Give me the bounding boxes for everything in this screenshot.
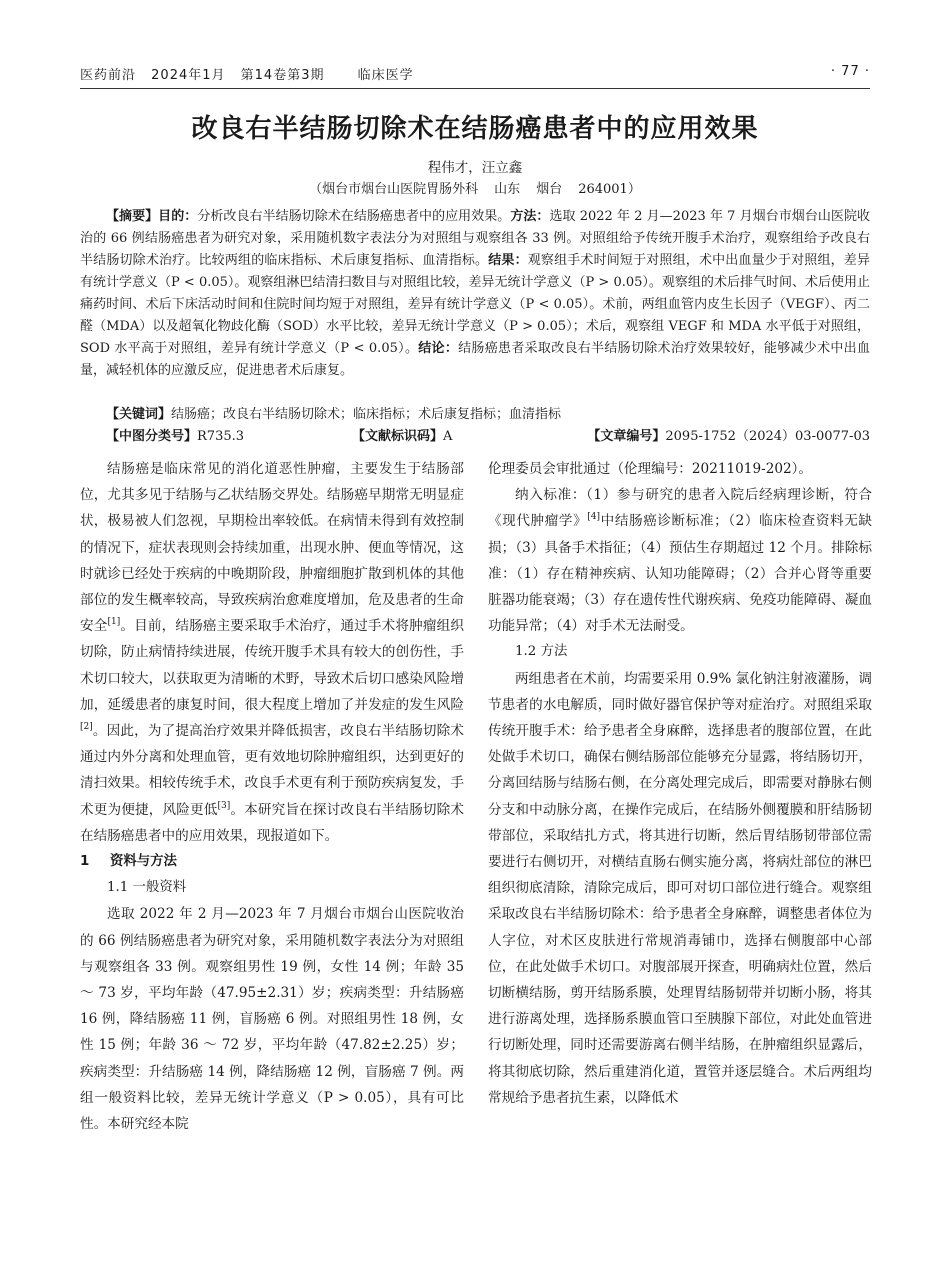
keywords xyxy=(80,404,870,426)
section-heading-1 xyxy=(80,849,464,875)
subsection-heading-1-2: 1.2 方法 xyxy=(515,644,568,660)
article-affiliation xyxy=(80,178,870,197)
articleno-value: 2095-1752（2024）03-0077-03 xyxy=(665,429,870,444)
issue-date: 2024年1月 xyxy=(151,68,226,83)
section-name: 临床医学 xyxy=(357,68,414,83)
article-authors: 程伟才，汪立鑫 xyxy=(427,160,523,176)
methods-label: 方法： xyxy=(510,209,550,224)
methods-paragraph: 两组患者在术前，均需要采用 0.9% 氯化钠注射液灌肠，调节患者的水电解质，同时做好器官保护等对症治疗。对照组采取传统开腹手术：给予患者全身麻醉，选择患者的腹部位置，在此处做手术切口，确保右侧结肠部位能够充分显露，将结肠切开，分离回结肠与结肠右侧，在分离处理完成后，即需要对静脉右侧分支和中动脉分离，在操作完成后，在结肠外侧覆膜和肝结肠韧带部位，采取结扎方式，将其进行切断，然后胃结肠韧带部位需要进行右侧切开，对横结直肠右侧实施分离，将病灶部位的淋巴组织彻底清除，清除完成后，即可对切口部位进行缝合。观察组采取改良右半结肠切除术：给予患者全身麻醉，调整患者体位为人字位，对术区皮肤进行常规消毒铺巾，选择右侧腹部中心部位，在此处做手术切口。对腹部展开探查，明确病灶位置，然后切断横结肠，剪开结肠系膜，处理胃结肠韧带并切断小肠，将其进行游离处理，选择肠系膜血管口至胰腺下部位，对此处血管进行切断处理，同时还需要游离右侧半结肠，在肿瘤组织显露后，将其彻底切除，然后重建消化道，置管并逐层缝合。术后两组均常规给予患者抗生素，以降低术 xyxy=(488,670,872,1106)
abstract-methods: 选取 2022 年 2 月—2023 年 7 月烟台市烟台山医院收治的 66 例结肠癌患者为研究对象，采用随机数字表法分为对照组与观察组各 33 例。对照组给予传统开腹手术治疗，观察组给予改良右半结肠切除术治疗。比较两组的临床指标、术后康复指标、血清指标。 xyxy=(80,209,870,268)
clc-value: R735.3 xyxy=(197,429,245,444)
volume-issue: 第14卷第3期 xyxy=(240,68,325,83)
affiliation-postcode: 264001） xyxy=(578,182,641,197)
clc-label: 【中图分类号】 xyxy=(106,429,198,444)
abstract-results: 观察组手术时间短于对照组，术中出血量少于对照组，差异有统计学意义（P < 0.05）。观察组淋巴结清扫数目与对照组比较，差异无统计学意义（P > 0.05）。观察组的术后排气时间、术后使用止痛药时间、术后下床活动时间和住院时间均短于对照组，差异有统计学意义（P < 0.05）。术前，两组血管内皮生长因子（VEGF）、丙二醛（MDA）以及超氧化物歧化酶（SOD）水平比较，差异无统计学意义（P > 0.05）；术后，观察组 VEGF 和 MDA 水平低于对照组，SOD 水平高于对照组，差异有统计学意义（P < 0.05）。 xyxy=(80,253,870,356)
doccode-label: 【文献标识码】 xyxy=(352,429,444,444)
citation-4: [4] xyxy=(587,512,601,523)
intro-text: 。目前，结肠癌主要采取手术治疗，通过手术将肿瘤组织切除，防止病情持续进展，传统开腹手术具有较大的创伤性，手术切口较大，以获取更为清晰的术野，导致术后切口感染风险增加，延缓患者的康复时间，很大程度上增加了并发症的发生风险 xyxy=(80,618,464,713)
results-label: 结果： xyxy=(488,253,528,268)
document-code xyxy=(352,426,452,448)
citation-1: [1] xyxy=(107,617,121,628)
inclusion-criteria-paragraph xyxy=(488,482,872,639)
affiliation-city: 烟台 xyxy=(536,182,563,197)
intro-paragraph xyxy=(80,456,464,849)
general-data-paragraph: 选取 2022 年 2 月—2023 年 7 月烟台市烟台山医院收治的 66 例结肠癌患者为研究对象，采用随机数字表法分为对照组与观察组各 33 例。观察组男性 19 例，女性 14 例；年龄 35 ～ 73 岁，平均年龄（47.95±2.31）岁；疾病类型：升结肠癌 16 例，降结肠癌 11 例，盲肠癌 6 例。对照组男性 18 例，女性 15 例；年龄 36 ～ 72 岁，平均年龄（47.82±2.25）岁；疾病类型：升结肠癌 14 例，降结肠癌 12 例，盲肠癌 7 例。两组一般资料比较，差异无统计学意义（P > 0.05），具有可比性。本研究经本院 xyxy=(80,906,464,1133)
body-column-right xyxy=(488,456,872,1111)
header-divider xyxy=(80,88,870,89)
articleno-label: 【文章编号】 xyxy=(587,429,666,444)
citation-3: [3] xyxy=(217,800,231,811)
running-header-left xyxy=(80,64,424,83)
clc-number xyxy=(106,426,244,448)
doccode-value: A xyxy=(443,429,453,444)
inclusion-text: 纳入标准：（1）参与研究的患者入院后经病理诊断，符合《现代肿瘤学》 xyxy=(488,487,872,530)
article-meta xyxy=(80,426,870,448)
affiliation-institution: （烟台市烟台山医院胃肠外科 xyxy=(309,182,479,197)
subsection-heading-1-1: 1.1 一般资料 xyxy=(107,880,187,896)
intro-text: 。因此，为了提高治疗效果并降低损害，改良右半结肠切除术通过内外分离和处理血管，更有效地切除肿瘤组织，达到更好的清扫效果。相较传统手术，改良手术更有利于预防疾病复发，手术更为便捷，风险更低 xyxy=(80,723,464,818)
abstract-label: 【摘要】 xyxy=(106,209,159,224)
section-title: 资料与方法 xyxy=(110,854,177,870)
abstract xyxy=(80,206,870,382)
page-number: · 77 · xyxy=(830,64,870,79)
conclusion-label: 结论： xyxy=(418,341,459,356)
citation-2: [2] xyxy=(80,722,93,733)
section-number: 1 xyxy=(80,854,90,870)
general-data-continued: 伦理委员会审批通过（伦理编号：20211019-202）。 xyxy=(488,461,813,477)
intro-text: 结肠癌是临床常见的消化道恶性肿瘤，主要发生于结肠部位，尤其多见于结肠与乙状结肠交界处。结肠癌早期常无明显症状，极易被人们忽视，早期检出率较低。在病情未得到有效控制的情况下，症状表现则会持续加重，出现水肿、便血等情况，这时就诊已经处于疾病的中晚期阶段，肿瘤细胞扩散到机体的其他部位的发生概率较高，导致疾病治愈难度增加，危及患者的生命安全 xyxy=(80,461,464,635)
keywords-text: 结肠癌；改良右半结肠切除术；临床指标；术后康复指标；血清指标 xyxy=(171,407,562,422)
keywords-label: 【关键词】 xyxy=(106,407,172,422)
running-header xyxy=(80,62,870,86)
objective-label: 目的： xyxy=(158,209,198,224)
inclusion-text: 中结肠癌诊断标准；（2）临床检查资料无缺损；（3）具备手术指征；（4）预估生存期超过 12 个月。排除标准：（1）存在精神疾病、认知功能障碍；（2）合并心肾等重要脏器功能衰竭；（3）存在遗传性代谢疾病、免疫功能障碍、凝血功能异常；（4）对手术无法耐受。 xyxy=(488,513,872,635)
abstract-conclusion: 结肠癌患者采取改良右半结肠切除术治疗效果较好，能够减少术中出血量，减轻机体的应激反应，促进患者术后康复。 xyxy=(80,341,870,378)
intro-text: 。本研究旨在探讨改良右半结肠切除术在结肠癌患者中的应用效果，现报道如下。 xyxy=(80,801,464,844)
body-column-left xyxy=(80,456,464,1137)
abstract-objective: 分析改良右半结肠切除术在结肠癌患者中的应用效果。 xyxy=(197,209,511,224)
article-number xyxy=(587,426,870,448)
journal-name: 医药前沿 xyxy=(80,68,137,83)
affiliation-province: 山东 xyxy=(494,182,521,197)
article-title: 改良右半结肠切除术在结肠癌患者中的应用效果 xyxy=(191,114,759,144)
